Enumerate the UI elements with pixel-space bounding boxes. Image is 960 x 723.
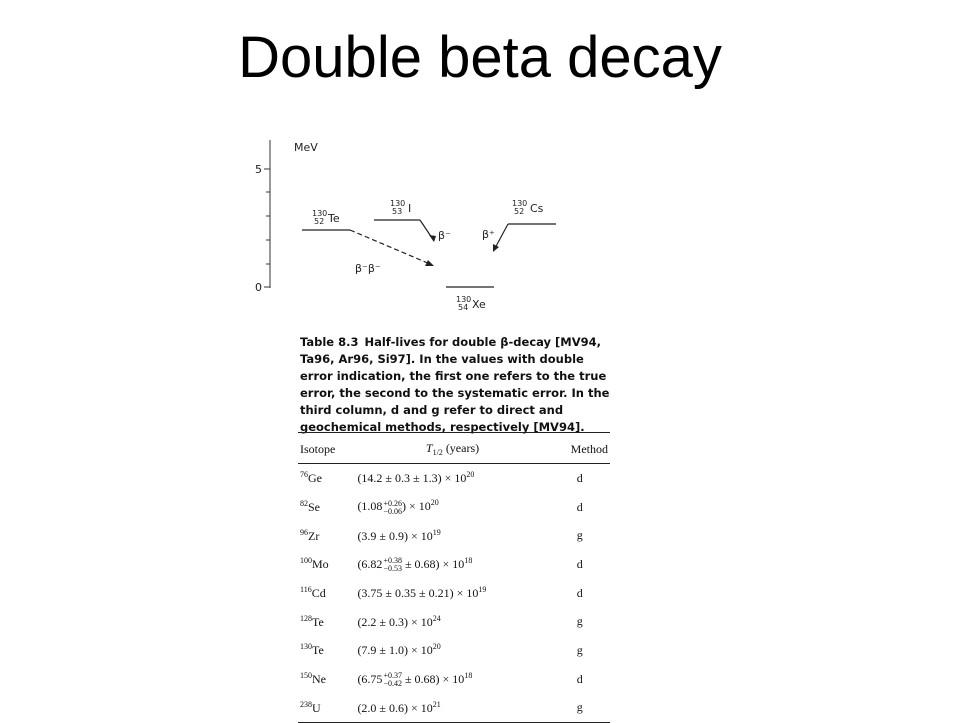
asym-error-down: −0.53 [383, 564, 402, 574]
method-cell: d [576, 585, 583, 600]
halflife-exponent: 18 [464, 670, 473, 680]
isotope-mass: 150 [300, 671, 312, 681]
beta-plus-label: β⁺ [482, 228, 495, 241]
method-cell: d [576, 470, 583, 485]
isotope-mass: 128 [300, 613, 312, 623]
decay-level-diagram [250, 130, 580, 320]
method-cell: d [576, 671, 583, 686]
table-row [298, 493, 610, 522]
beta-minus-arrowhead [429, 235, 436, 242]
asym-error [383, 557, 402, 573]
nuclide-cs-z: 52 [514, 207, 525, 216]
isotope-mass: 130 [300, 642, 312, 652]
isotope-element: Te [312, 614, 324, 629]
table-header-row [298, 433, 610, 464]
isotope-cell [298, 464, 355, 493]
isotope-element: Mo [312, 557, 329, 572]
double-beta-label: β⁻β⁻ [355, 262, 381, 275]
slide-title: Double beta decay [238, 25, 722, 90]
halflife-value-close: ± 0.68) × 10 [401, 671, 465, 686]
method-cell: g [576, 614, 583, 629]
axis-unit-label: MeV [294, 141, 318, 154]
nuclide-cs-mass: 130 [512, 199, 528, 208]
header-method: Method [550, 433, 610, 464]
halflife-exponent: 20 [430, 498, 439, 508]
halflife-value-open: (1.08 [357, 499, 383, 514]
table-row [298, 694, 610, 723]
halflife-cell [355, 636, 549, 665]
method-cell: d [576, 556, 583, 571]
halflife-cell [355, 665, 549, 694]
isotope-cell [298, 579, 355, 608]
table-row [298, 521, 610, 550]
isotope-element: Te [312, 643, 324, 658]
nuclide-xe-mass: 130 [456, 295, 472, 304]
axis-tick-label-5: 5 [255, 163, 262, 176]
table-row [298, 636, 610, 665]
isotope-cell [298, 550, 355, 579]
table-row [298, 607, 610, 636]
table-row [298, 579, 610, 608]
beta-minus-label: β⁻ [438, 229, 451, 242]
asym-error [383, 672, 402, 688]
nuclide-xe-z: 54 [458, 303, 469, 312]
header-halflife-unit: (years) [445, 441, 480, 455]
table-row [298, 665, 610, 694]
header-isotope: Isotope [298, 433, 355, 464]
header-halflife [355, 433, 549, 464]
table-body [298, 464, 610, 723]
halflife-value-open: (6.82 [357, 556, 383, 571]
halflife-cell [355, 607, 549, 636]
double-beta-arrow [350, 230, 430, 264]
halflife-exponent: 19 [432, 527, 441, 537]
halflife-cell [355, 694, 549, 723]
isotope-mass: 116 [300, 585, 312, 595]
halflife-cell [355, 550, 549, 579]
halflife-value-open: (14.2 ± 0.3 ± 1.3) × 10 [357, 471, 467, 486]
isotope-cell [298, 521, 355, 550]
halflife-value-open: (7.9 ± 1.0) × 10 [357, 643, 433, 658]
isotope-cell [298, 665, 355, 694]
nuclide-i-symbol: I [408, 202, 412, 215]
isotope-mass: 100 [300, 556, 312, 566]
halflife-exponent: 20 [432, 642, 441, 652]
method-cell: g [550, 694, 610, 723]
isotope-mass: 96 [300, 527, 308, 537]
axis-tick-label-0: 0 [255, 281, 262, 294]
header-halflife-symbol: T [425, 441, 433, 455]
halflife-value-open: (2.2 ± 0.3) × 10 [357, 614, 433, 629]
nuclide-i-z: 53 [392, 207, 403, 216]
method-cell: g [576, 642, 583, 657]
isotope-element: Ge [308, 471, 322, 486]
nuclide-xe-symbol: Xe [472, 298, 486, 311]
halflife-exponent: 24 [432, 613, 441, 623]
asym-error-up: +0.37 [383, 670, 402, 680]
halflife-value-open: (6.75 [357, 671, 383, 686]
isotope-mass: 238 [300, 699, 312, 709]
halflife-value-close: ± 0.68) × 10 [401, 556, 465, 571]
table-caption [300, 334, 620, 436]
nuclide-te-symbol: Te [328, 212, 340, 225]
halflife-cell [355, 521, 549, 550]
nuclide-i-mass: 130 [390, 199, 406, 208]
halflife-cell [355, 579, 549, 608]
isotope-element: Ne [312, 672, 326, 687]
halflife-exponent: 18 [464, 555, 473, 565]
isotope-mass: 76 [300, 470, 308, 480]
isotope-element: Zr [308, 528, 320, 543]
halflife-value-close: ) × 10 [401, 499, 431, 514]
halflife-value-open: (3.9 ± 0.9) × 10 [357, 528, 433, 543]
method-cell: g [576, 528, 583, 543]
halflife-exponent: 20 [466, 470, 475, 480]
halflife-cell [355, 493, 549, 522]
nuclide-cs-symbol: Cs [530, 202, 544, 215]
halflife-exponent: 21 [432, 699, 441, 709]
nuclide-te-mass: 130 [312, 209, 328, 218]
isotope-element: Cd [311, 586, 326, 601]
half-life-table [298, 432, 610, 723]
isotope-cell [298, 493, 355, 522]
asym-error-up: +0.26 [383, 498, 402, 508]
table-caption-label: Table 8.3 [300, 335, 359, 349]
header-halflife-sub: 1/2 [432, 448, 443, 457]
halflife-cell [355, 464, 549, 493]
isotope-cell [298, 694, 355, 723]
asym-error-down: −0.42 [383, 678, 402, 688]
asym-error [383, 500, 402, 516]
isotope-mass: 82 [300, 499, 308, 509]
isotope-cell [298, 636, 355, 665]
halflife-value-open: (2.0 ± 0.6) × 10 [357, 700, 433, 715]
isotope-cell [298, 607, 355, 636]
table-row [298, 550, 610, 579]
halflife-exponent: 19 [478, 585, 487, 595]
table-row [298, 464, 610, 493]
asym-error-up: +0.38 [383, 556, 402, 566]
halflife-value-open: (3.75 ± 0.35 ± 0.21) × 10 [357, 586, 479, 601]
method-cell: d [576, 499, 583, 514]
isotope-element: Se [308, 500, 320, 515]
nuclide-te-z: 52 [314, 217, 325, 226]
table-caption-text: Half-lives for double β-decay [MV94, Ta96, Ar96, Si97]. In the values with double error indication, the first one refers to the true error, the second to the systematic error. In the third column, d and g refer to direct and geochemical methods, respectively [MV94]. [300, 335, 610, 434]
asym-error-down: −0.06 [383, 506, 402, 516]
isotope-element: U [312, 700, 321, 715]
